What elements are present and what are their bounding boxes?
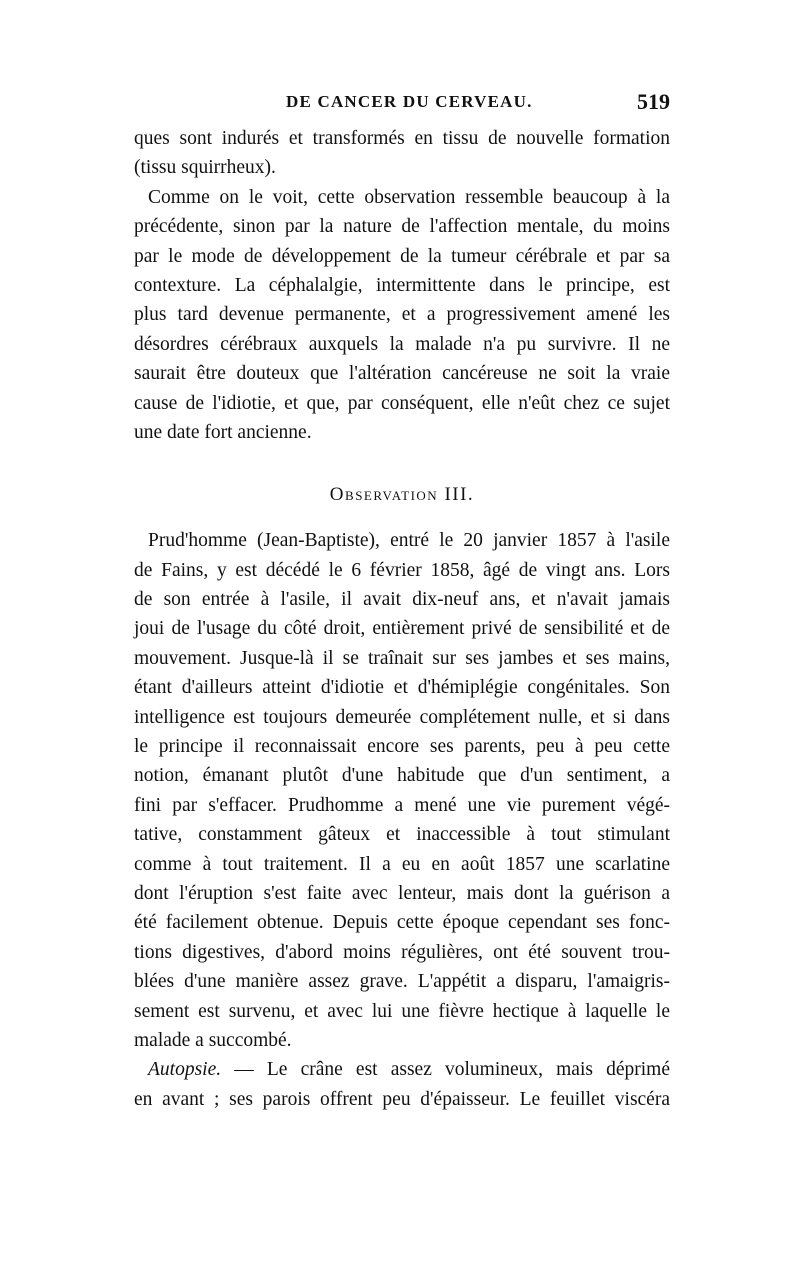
text-line bbox=[134, 1055, 670, 1084]
text-line: Comme on le voit, cette observation ressemble beaucoup à la bbox=[148, 186, 670, 208]
text-line: le principe il reconnaissait encore ses parents, peu à peu cette bbox=[134, 736, 670, 758]
text-line: saurait être douteux que l'altération cancéreuse ne soit la vraie bbox=[134, 363, 670, 385]
text-line: étant d'ailleurs atteint d'idiotie et d'hémiplégie congénitales. Son bbox=[134, 677, 670, 699]
section-spacer bbox=[134, 447, 670, 480]
text-line: précédente, sinon par la nature de l'affection mentale, du moins bbox=[134, 216, 670, 238]
text-line: blées d'une manière assez grave. L'appétit a disparu, l'amaigris- bbox=[134, 971, 670, 993]
text-line: désordres cérébraux auxquels la malade n'a pu survivre. Il ne bbox=[134, 333, 670, 355]
text-line: sement est survenu, et avec lui une fièvre hectique à laquelle le bbox=[134, 1000, 670, 1022]
text-line: de Fains, y est décédé le 6 février 1858, âgé de vingt ans. Lors bbox=[134, 559, 670, 581]
text-line: (tissu squirrheux). bbox=[134, 157, 276, 179]
text-fragment: — Le crâne est assez volumineux, mais déprimé bbox=[221, 1059, 670, 1081]
running-head bbox=[134, 89, 670, 122]
running-title: DE CANCER DU CERVEAU. bbox=[286, 92, 533, 111]
autopsie-label: Autopsie. bbox=[148, 1059, 222, 1081]
text-line: comme à tout traitement. Il a eu en août 1857 une scarlatine bbox=[134, 853, 670, 875]
text-line: tions digestives, d'abord moins régulières, ont été souvent trou- bbox=[134, 941, 670, 963]
section-heading: Observation III. bbox=[329, 484, 475, 506]
text-line: plus tard devenue permanente, et a progressivement amené les bbox=[134, 304, 670, 326]
body-text bbox=[134, 124, 670, 1114]
text-line: dont l'éruption s'est faite avec lenteur, mais dont la guérison a bbox=[134, 882, 670, 904]
page-number: 519 bbox=[637, 89, 670, 114]
text-line: de son entrée à l'asile, il avait dix-neuf ans, et n'avait jamais bbox=[134, 589, 670, 611]
text-line: en avant ; ses parois offrent peu d'épaisseur. Le feuillet viscéra bbox=[134, 1088, 670, 1110]
text-line: par le mode de développement de la tumeur cérébrale et par sa bbox=[134, 245, 670, 267]
text-line: intelligence est toujours demeurée complétement nulle, et si dans bbox=[134, 706, 670, 728]
text-line: contexture. La céphalalgie, intermittente dans le principe, est bbox=[134, 274, 670, 296]
text-line: notion, émanant plutôt d'une habitude que d'un sentiment, a bbox=[134, 765, 670, 787]
text-line: ques sont indurés et transformés en tissu de nouvelle formation bbox=[134, 128, 670, 149]
text-line: mouvement. Jusque-là il se traînait sur ses jambes et ses mains, bbox=[134, 647, 670, 669]
text-line: Prud'homme (Jean-Baptiste), entré le 20 janvier 1857 à l'asile bbox=[148, 530, 670, 552]
text-line: été facilement obtenue. Depuis cette époque cependant ses fonc- bbox=[134, 912, 670, 934]
text-line: tative, constamment gâteux et inaccessible à tout stimulant bbox=[134, 824, 670, 846]
text-line: malade a succombé. bbox=[134, 1029, 292, 1051]
text-line: joui de l'usage du côté droit, entièrement privé de sensibilité et de bbox=[134, 618, 670, 640]
text-line: cause de l'idiotie, et que, par conséquent, elle n'eût chez ce sujet bbox=[134, 392, 670, 414]
text-line: une date fort ancienne. bbox=[134, 421, 312, 443]
text-line: fini par s'effacer. Prudhomme a mené une vie purement végé- bbox=[134, 794, 670, 816]
